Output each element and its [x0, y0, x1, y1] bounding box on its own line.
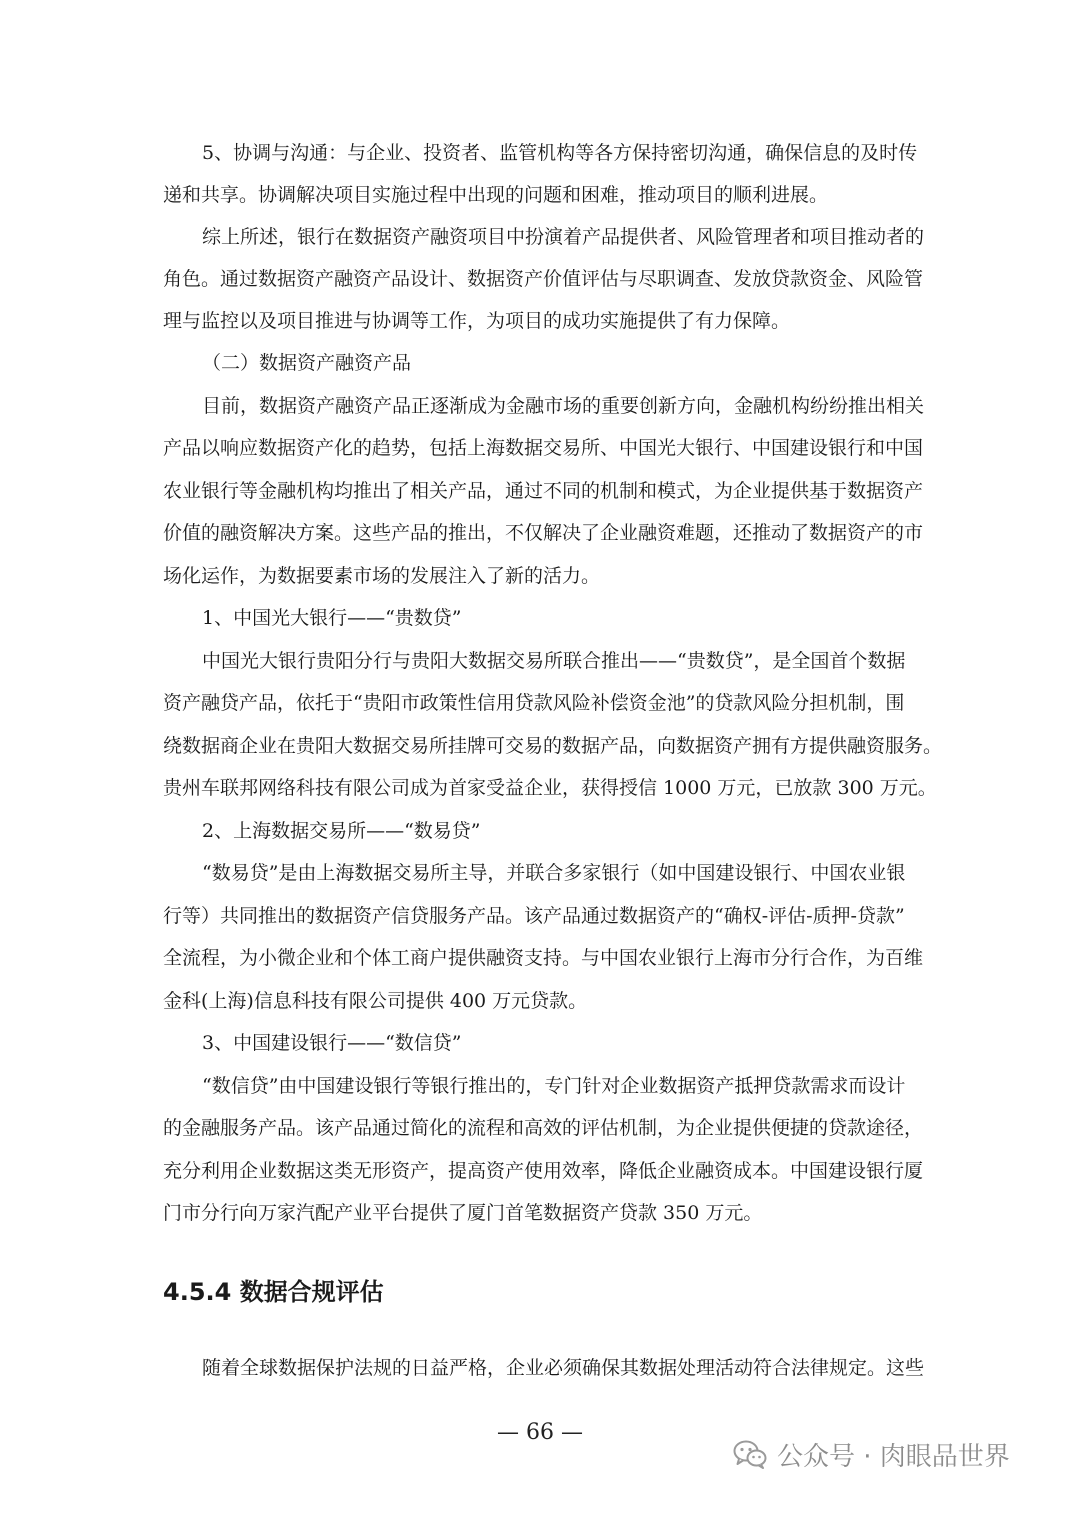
- watermark: [733, 1434, 1010, 1474]
- paragraph-line: 角色。通过数据资产融资产品设计、数据资产价值评估与尽职调查、发放贷款资金、风险管: [163, 268, 924, 290]
- subsection-title: （二）数据资产融资产品: [202, 352, 412, 374]
- paragraph-line: 绕数据商企业在贵阳大数据交易所挂牌可交易的数据产品，向数据资产拥有方提供融资服务。: [163, 735, 943, 757]
- paragraph-line: 资产融贷产品，依托于“贵阳市政策性信用贷款风险补偿资金池”的贷款风险分担机制，围: [163, 692, 905, 714]
- paragraph-line: 农业银行等金融机构均推出了相关产品，通过不同的机制和模式，为企业提供基于数据资产: [163, 480, 924, 502]
- paragraph-line: 充分利用企业数据这类无形资产，提高资产使用效率，降低企业融资成本。中国建设银行厦: [163, 1160, 924, 1182]
- paragraph-line: 价值的融资解决方案。这些产品的推出，不仅解决了企业融资难题，还推动了数据资产的市: [163, 522, 924, 544]
- paragraph-line: 的金融服务产品。该产品通过简化的流程和高效的评估机制，为企业提供便捷的贷款途径，: [163, 1117, 924, 1139]
- paragraph-line: “数信贷”由中国建设银行等银行推出的，专门针对企业数据资产抵押贷款需求而设计: [202, 1075, 906, 1097]
- paragraph-line: 理与监控以及项目推进与协调等工作，为项目的成功实施提供了有力保障。: [163, 310, 791, 332]
- item-title: 3、中国建设银行——“数信贷”: [202, 1032, 462, 1054]
- paragraph-line: 贵州车联邦网络科技有限公司成为首家受益企业，获得授信 1000 万元，已放款 300 万元。: [163, 777, 937, 799]
- paragraph-line: 场化运作，为数据要素市场的发展注入了新的活力。: [163, 565, 601, 587]
- paragraph-line: 中国光大银行贵阳分行与贵阳大数据交易所联合推出——“贵数贷”，是全国首个数据: [202, 650, 906, 672]
- paragraph-line: “数易贷”是由上海数据交易所主导，并联合多家银行（如中国建设银行、中国农业银: [202, 862, 906, 884]
- wechat-icon: [733, 1439, 767, 1469]
- paragraph-line: 随着全球数据保护法规的日益严格，企业必须确保其数据处理活动符合法律规定。这些: [202, 1357, 925, 1379]
- paragraph-line: 门市分行向万家汽配产业平台提供了厦门首笔数据资产贷款 350 万元。: [163, 1202, 763, 1224]
- paragraph-line: 目前，数据资产融资产品正逐渐成为金融市场的重要创新方向，金融机构纷纷推出相关: [202, 395, 925, 417]
- paragraph-line: 5、协调与沟通：与企业、投资者、监管机构等各方保持密切沟通，确保信息的及时传: [202, 142, 918, 164]
- paragraph-line: 行等）共同推出的数据资产信贷服务产品。该产品通过数据资产的“确权-评估-质押-贷款”: [163, 905, 905, 927]
- item-title: 1、中国光大银行——“贵数贷”: [202, 607, 462, 629]
- paragraph-line: 全流程，为小微企业和个体工商户提供融资支持。与中国农业银行上海市分行合作，为百维: [163, 947, 924, 969]
- paragraph-line: 产品以响应数据资产化的趋势，包括上海数据交易所、中国光大银行、中国建设银行和中国: [163, 437, 924, 459]
- paragraph-line: 综上所述，银行在数据资产融资项目中扮演着产品提供者、风险管理者和项目推动者的: [202, 226, 925, 248]
- paragraph-line: 金科(上海)信息科技有限公司提供 400 万元贷款。: [163, 990, 588, 1012]
- watermark-text: 公众号 · 肉眼品世界: [777, 1441, 1010, 1472]
- item-title: 2、上海数据交易所——“数易贷”: [202, 820, 481, 842]
- paragraph-line: 递和共享。协调解决项目实施过程中出现的问题和困难，推动项目的顺利进展。: [163, 184, 829, 206]
- section-heading: 4.5.4 数据合规评估: [163, 1278, 384, 1306]
- page-number: — 66 —: [497, 1420, 583, 1445]
